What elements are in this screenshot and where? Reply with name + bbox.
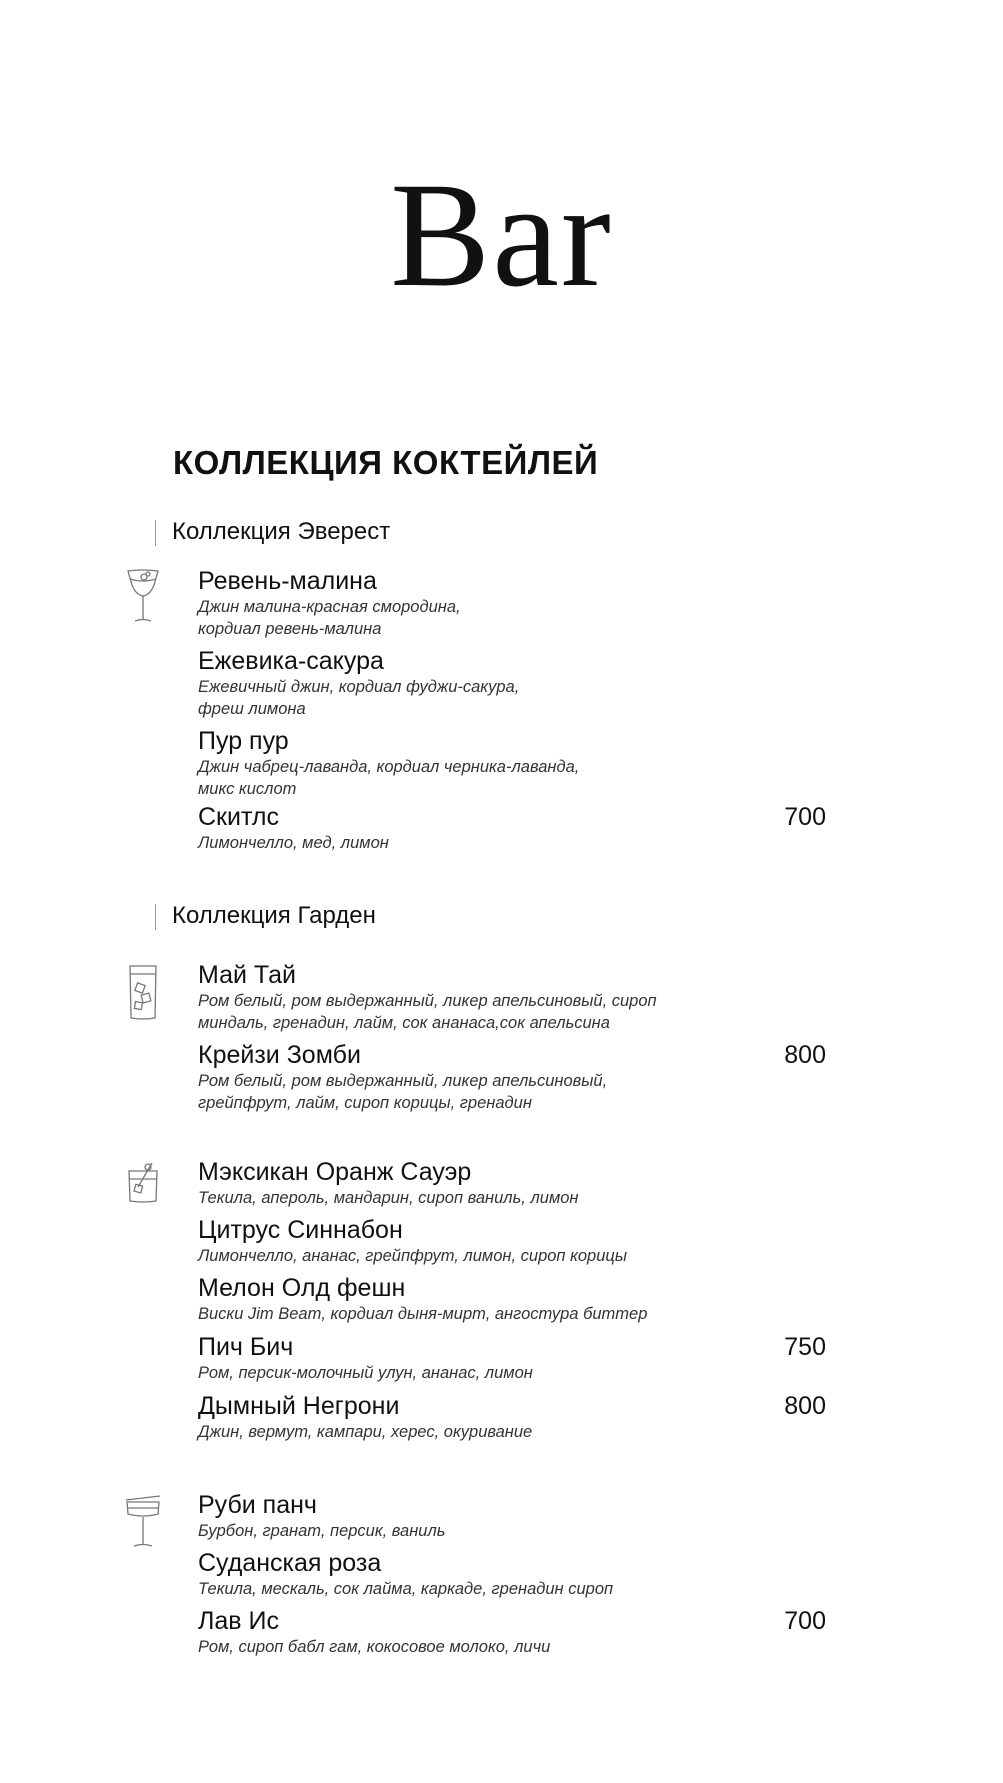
menu-item xyxy=(198,566,838,640)
item-description: Лимончелло, ананас, грейпфрут, лимон, сироп корицы xyxy=(198,1247,627,1265)
item-description: Виски Jim Beam, кордиал дыня-мирт, ангостура биттер xyxy=(198,1305,648,1323)
menu-item xyxy=(198,1332,838,1384)
item-name: Май Тай xyxy=(198,961,296,989)
item-description: Джин чабрец-лаванда, кордиал черника-лаванда, микс кислот xyxy=(198,758,580,798)
menu-item xyxy=(198,1215,838,1267)
item-price: 700 xyxy=(784,1607,826,1635)
menu-item xyxy=(198,1273,838,1325)
item-name: Мелон Олд фешн xyxy=(198,1274,406,1302)
menu-item xyxy=(198,1490,838,1542)
item-description: Текила, апероль, мандарин, сироп ваниль, лимон xyxy=(198,1189,579,1207)
item-price: 800 xyxy=(784,1041,826,1069)
item-description: Текила, мескаль, сок лайма, каркаде, гренадин сироп xyxy=(198,1580,614,1598)
item-name: Пур пур xyxy=(198,727,289,755)
coupe-glass-icon xyxy=(118,565,168,629)
item-description: Ром белый, ром выдержанный, ликер апельсиновый, сироп миндаль, гренадин, лайм, сок ананаса,сок апельсина xyxy=(198,992,657,1032)
item-name: Крейзи Зомби xyxy=(198,1041,361,1069)
collection-heading-everest: Коллекция Эверест xyxy=(172,518,391,545)
item-description: Ежевичный джин, кордиал фуджи-сакура, фреш лимона xyxy=(198,678,520,718)
item-name: Ежевика-сакура xyxy=(198,647,384,675)
item-description: Ром, персик-молочный улун, ананас, лимон xyxy=(198,1364,533,1382)
item-name: Дымный Негрони xyxy=(198,1392,400,1420)
menu-item xyxy=(198,1157,838,1209)
menu-item xyxy=(198,1606,838,1658)
item-description: Бурбон, гранат, персик, ваниль xyxy=(198,1522,446,1540)
menu-item xyxy=(198,646,838,720)
item-price: 700 xyxy=(784,803,826,831)
item-name: Ревень-малина xyxy=(198,567,377,595)
item-description: Ром, сироп бабл гам, кокосовое молоко, личи xyxy=(198,1638,551,1656)
section-heading: КОЛЛЕКЦИЯ КОКТЕЙЛЕЙ xyxy=(173,444,599,481)
menu-item xyxy=(198,1040,838,1114)
item-name: Руби панч xyxy=(198,1491,317,1519)
item-price: 750 xyxy=(784,1333,826,1361)
menu-item xyxy=(198,802,838,854)
item-description: Джин, вермут, кампари, херес, окуривание xyxy=(198,1423,533,1441)
item-name: Цитрус Синнабон xyxy=(198,1216,403,1244)
nick-and-nora-glass-icon xyxy=(118,1490,168,1554)
page-title: Bar xyxy=(390,152,613,318)
item-name: Скитлс xyxy=(198,803,279,831)
menu-item xyxy=(198,1548,838,1600)
collection-heading-garden: Коллекция Гарден xyxy=(172,902,376,929)
item-description: Ром белый, ром выдержанный, ликер апельсиновый, грейпфрут, лайм, сироп корицы, гренадин xyxy=(198,1072,608,1112)
item-name: Лав Ис xyxy=(198,1607,280,1635)
menu-item xyxy=(198,726,838,800)
highball-glass-icon xyxy=(118,960,168,1024)
menu-item xyxy=(198,960,838,1034)
item-description: Джин малина-красная смородина, кордиал ревень-малина xyxy=(198,598,461,638)
menu-item xyxy=(198,1391,838,1443)
item-name: Пич Бич xyxy=(198,1333,294,1361)
item-name: Мэксикан Оранж Сауэр xyxy=(198,1158,472,1186)
item-name: Суданская роза xyxy=(198,1549,382,1577)
item-description: Лимончелло, мед, лимон xyxy=(198,834,389,852)
rocks-glass-icon xyxy=(118,1157,168,1221)
item-price: 800 xyxy=(784,1392,826,1420)
